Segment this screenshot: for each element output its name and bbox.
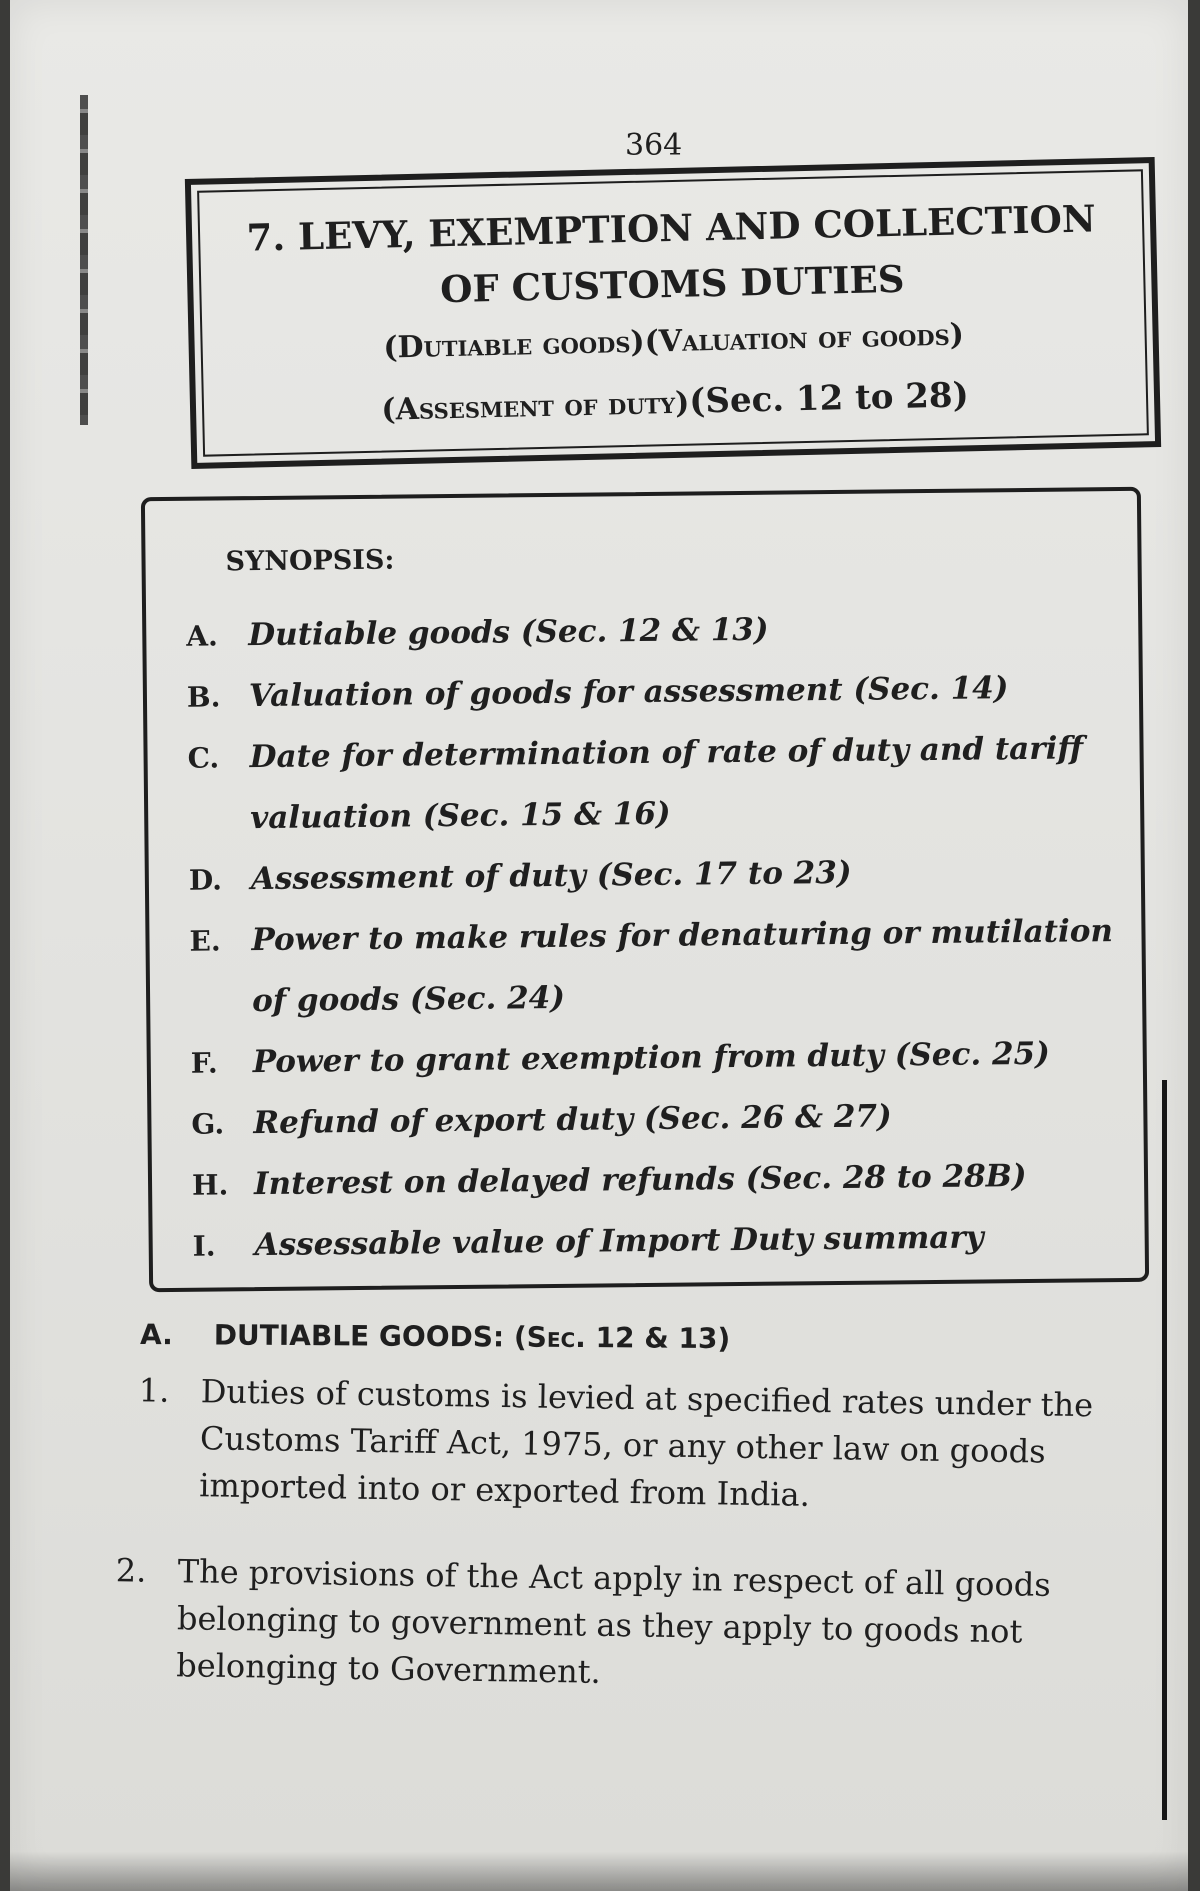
paragraph (137, 1367, 1119, 1523)
synopsis-list (186, 596, 1123, 1277)
paragraph-text: Duties of customs is levied at specified rates under the Customs Tariff Act, 1975, or any other law on goods imported into or exported from India. (199, 1372, 1094, 1514)
chapter-title-box (185, 157, 1161, 469)
synopsis-item-text: Assessable value of Import Duty summary (254, 1219, 984, 1264)
margin-rule (1162, 1080, 1167, 1820)
paragraph (114, 1547, 1106, 1704)
synopsis-item-text: Date for determination of rate of duty and tariff valuation (Sec. 15 & 16) (249, 730, 1084, 837)
synopsis-item (192, 1206, 1123, 1277)
synopsis-item-text: Interest on delayed refunds (Sec. 28 to 28B) (253, 1158, 1027, 1203)
synopsis-item (187, 657, 1118, 728)
synopsis-item (189, 901, 1120, 1033)
synopsis-item-text: Refund of export duty (Sec. 26 & 27) (253, 1098, 892, 1142)
synopsis-item-letter: C. (187, 741, 220, 775)
synopsis-item-letter: E. (189, 924, 221, 958)
paragraph-number: 2. (115, 1551, 147, 1590)
paragraph-number: 1. (138, 1371, 170, 1410)
section-letter: A. (139, 1317, 173, 1352)
synopsis-item (191, 1084, 1122, 1155)
synopsis-item (189, 840, 1120, 911)
chapter-subtitle-line-1: (Dutiable goods)(Valuation of goods) (382, 317, 965, 366)
synopsis-item-text: Valuation of goods for assessment (Sec. 14) (248, 670, 1009, 715)
synopsis-item-letter: G. (191, 1107, 225, 1141)
section-title: DUTIABLE GOODS: (213, 1318, 505, 1354)
chapter-subtitle-sections: (Sec. 12 to 28) (688, 375, 970, 422)
section-sections: (Sec. 12 & 13) (513, 1320, 731, 1356)
page-edge-shadow (10, 1851, 1188, 1891)
paragraph-text: The provisions of the Act apply in respect of all goods belonging to government as they apply to goods not belonging to Government. (176, 1552, 1051, 1691)
synopsis-item (186, 596, 1117, 667)
synopsis-item (192, 1145, 1123, 1216)
synopsis-item-letter: B. (186, 680, 221, 714)
synopsis-item (187, 718, 1118, 850)
synopsis-item-letter: H. (191, 1168, 229, 1202)
synopsis-item-letter: A. (186, 619, 218, 653)
synopsis-item-text: Power to make rules for denaturing or mutilation of goods (Sec. 24) (251, 913, 1114, 1020)
synopsis-item-letter: D. (188, 863, 223, 897)
section-heading (140, 1318, 730, 1355)
synopsis-item-text: Assessment of duty (Sec. 17 to 23) (250, 854, 852, 898)
chapter-title-line-2: OF CUSTOMS DUTIES (439, 256, 905, 312)
synopsis-item-letter: I. (192, 1229, 216, 1263)
synopsis-item-text: Power to grant exemption from duty (Sec. 25) (252, 1035, 1050, 1081)
book-page (10, 0, 1188, 1891)
synopsis-item (190, 1023, 1121, 1094)
synopsis-item-text: Dutiable goods (Sec. 12 & 13) (248, 611, 769, 654)
synopsis-item-letter: F. (190, 1046, 218, 1080)
synopsis-box (141, 487, 1149, 1292)
page-number: 364 (625, 128, 683, 163)
binding-mark (80, 95, 88, 425)
synopsis-heading: SYNOPSIS: (225, 544, 395, 578)
chapter-title-line-1: 7. LEVY, EXEMPTION AND COLLECTION (246, 196, 1097, 260)
chapter-subtitle-assessment: (Assesment of duty) (381, 385, 690, 428)
